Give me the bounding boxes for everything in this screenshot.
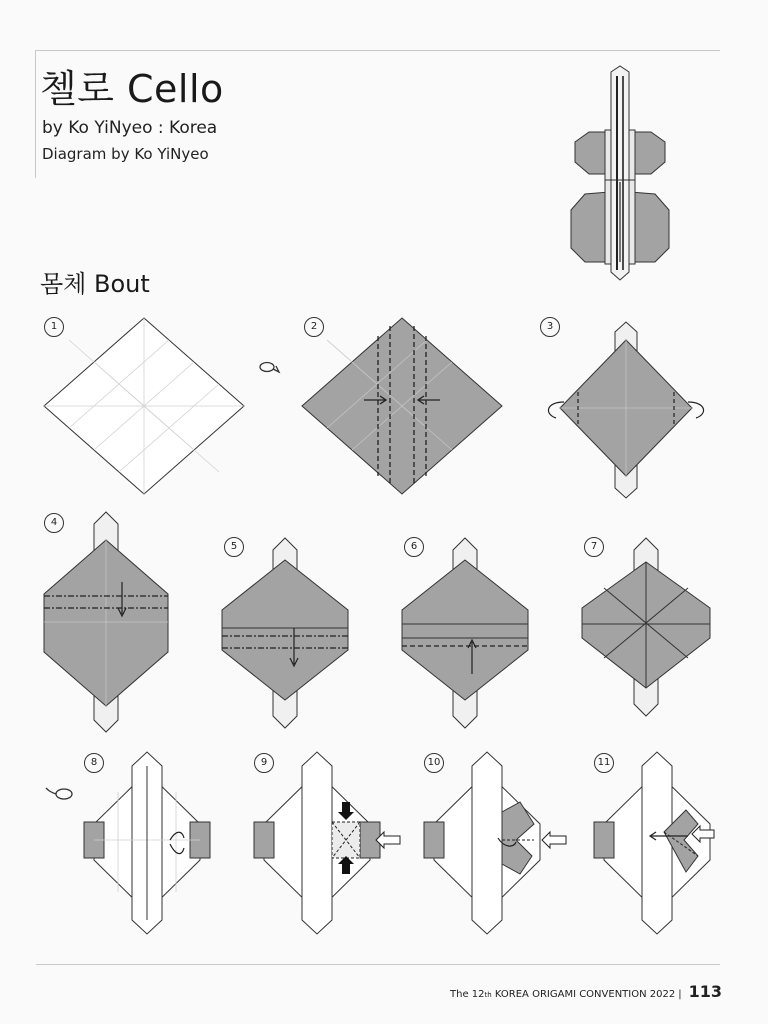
step-11-diagram <box>594 752 720 934</box>
page-footer <box>450 982 722 1001</box>
author-byline: by Ko YiNyeo : Korea <box>42 118 218 138</box>
step-1-diagram <box>44 318 244 494</box>
step-6-diagram <box>402 538 528 728</box>
step-number-5: 5 <box>224 537 244 557</box>
footer-rule <box>36 964 720 965</box>
step-number-6: 6 <box>404 537 424 557</box>
header-side-rule <box>35 50 36 178</box>
step-number-10: 10 <box>424 753 444 773</box>
finished-cello-illustration <box>565 62 675 282</box>
step-number-11: 11 <box>594 753 614 773</box>
footer-event-ordinal: th <box>484 991 492 999</box>
step-5-diagram <box>222 538 348 728</box>
step-number-4: 4 <box>44 513 64 533</box>
section-title: 몸체 Bout <box>40 270 150 298</box>
footer-separator: | <box>678 989 682 1000</box>
turn-over-icon <box>256 360 282 374</box>
step-7-diagram <box>582 538 710 716</box>
step-4-diagram <box>44 512 168 732</box>
step-number-2: 2 <box>304 317 324 337</box>
step-number-7: 7 <box>584 537 604 557</box>
step-8-diagram <box>84 752 210 934</box>
page-number: 113 <box>688 982 722 1001</box>
header-rule <box>36 50 720 51</box>
page-title: 첼로 Cello <box>40 67 224 111</box>
step-number-8: 8 <box>84 753 104 773</box>
step-10-diagram <box>424 752 572 934</box>
footer-event-name: KOREA ORIGAMI CONVENTION 2022 <box>491 989 676 1000</box>
step-2-diagram <box>302 318 502 494</box>
step-number-9: 9 <box>254 753 274 773</box>
step-number-1: 1 <box>44 317 64 337</box>
footer-event-prefix: The 12 <box>450 989 485 1000</box>
turn-over-icon <box>44 786 78 802</box>
diagram-credit: Diagram by Ko YiNyeo <box>42 145 209 163</box>
step-3-diagram <box>540 322 712 498</box>
step-9-diagram <box>254 752 402 934</box>
step-number-3: 3 <box>540 317 560 337</box>
